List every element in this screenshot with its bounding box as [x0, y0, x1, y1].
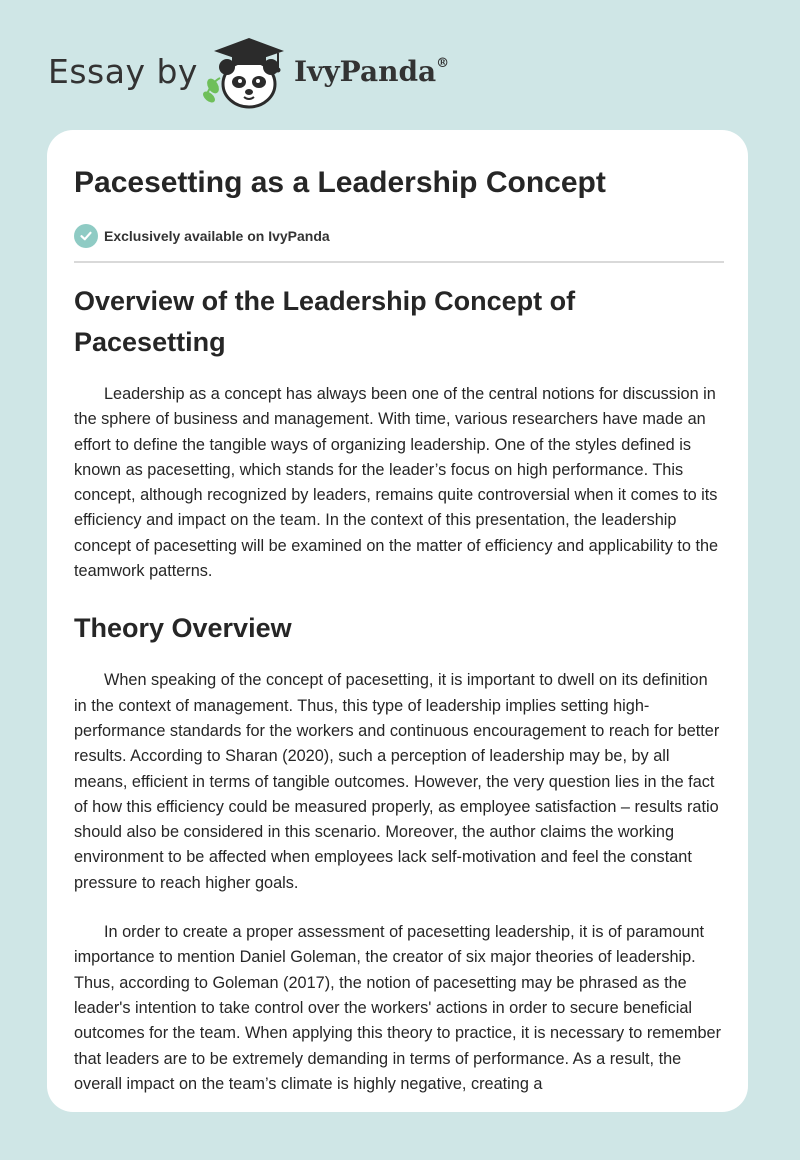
- brand-name: IvyPanda®: [294, 55, 450, 88]
- badge-label: Exclusively available on IvyPanda: [104, 228, 330, 244]
- trademark-symbol: ®: [436, 55, 450, 71]
- exclusive-badge: [74, 224, 330, 248]
- section-heading-theory: Theory Overview: [74, 613, 292, 644]
- brand-prefix: Essay by: [48, 52, 198, 91]
- panda-graduate-icon: [202, 34, 288, 110]
- page-title: Pacesetting as a Leadership Concept: [74, 166, 606, 199]
- paragraph: When speaking of the concept of pacesetting, it is important to dwell on its definition in the context of management. Thus, this type of leadership implies setting high-performance standards for the workers and continuous encouragement to reach for better results. According to Sharan (2020), such a perception of leadership may be, by all means, efficient in terms of tangible outcomes. However, the very question lies in the fact of how this efficiency could be measured properly, as employee satisfaction – results ratio should also be considered in this scenario. Moreover, the author claims the working environment to be affected when employees lack self-motivation and feel the constant pressure to reach higher goals.: [74, 671, 720, 892]
- paragraph: In order to create a proper assessment of pacesetting leadership, it is of paramount importance to mention Daniel Goleman, the creator of six major theories of leadership. Thus, according to Goleman (2017), the notion of pacesetting may be phrased as the leader's intention to take control over the workers' actions in order to secure beneficial outcomes for the team. When applying this theory to practice, it is necessary to remember that leaders are to be extremely demanding in terms of performance. As a result, the overall impact on the team’s climate is highly negative, creating a: [74, 923, 722, 1093]
- essay-card: [47, 130, 748, 1112]
- brand-logo-header[interactable]: [48, 34, 508, 110]
- title-divider: [74, 261, 724, 263]
- essay-body: [74, 281, 724, 1112]
- section-heading-overview: Overview of the Leadership Concept of Pacesetting: [74, 286, 576, 357]
- paragraph: Leadership as a concept has always been one of the central notions for discussion in the sphere of business and management. With time, various researchers have made an effort to define the tangible ways of organizing leadership. One of the styles defined is known as pacesetting, which stands for the leader’s focus on high performance. This concept, although recognized by leaders, remains quite controversial when it comes to its efficiency and impact on the team. In the context of this presentation, the leadership concept of pacesetting will be examined on the matter of efficiency and applicability to the teamwork patterns.: [74, 385, 719, 581]
- check-icon: [74, 224, 98, 248]
